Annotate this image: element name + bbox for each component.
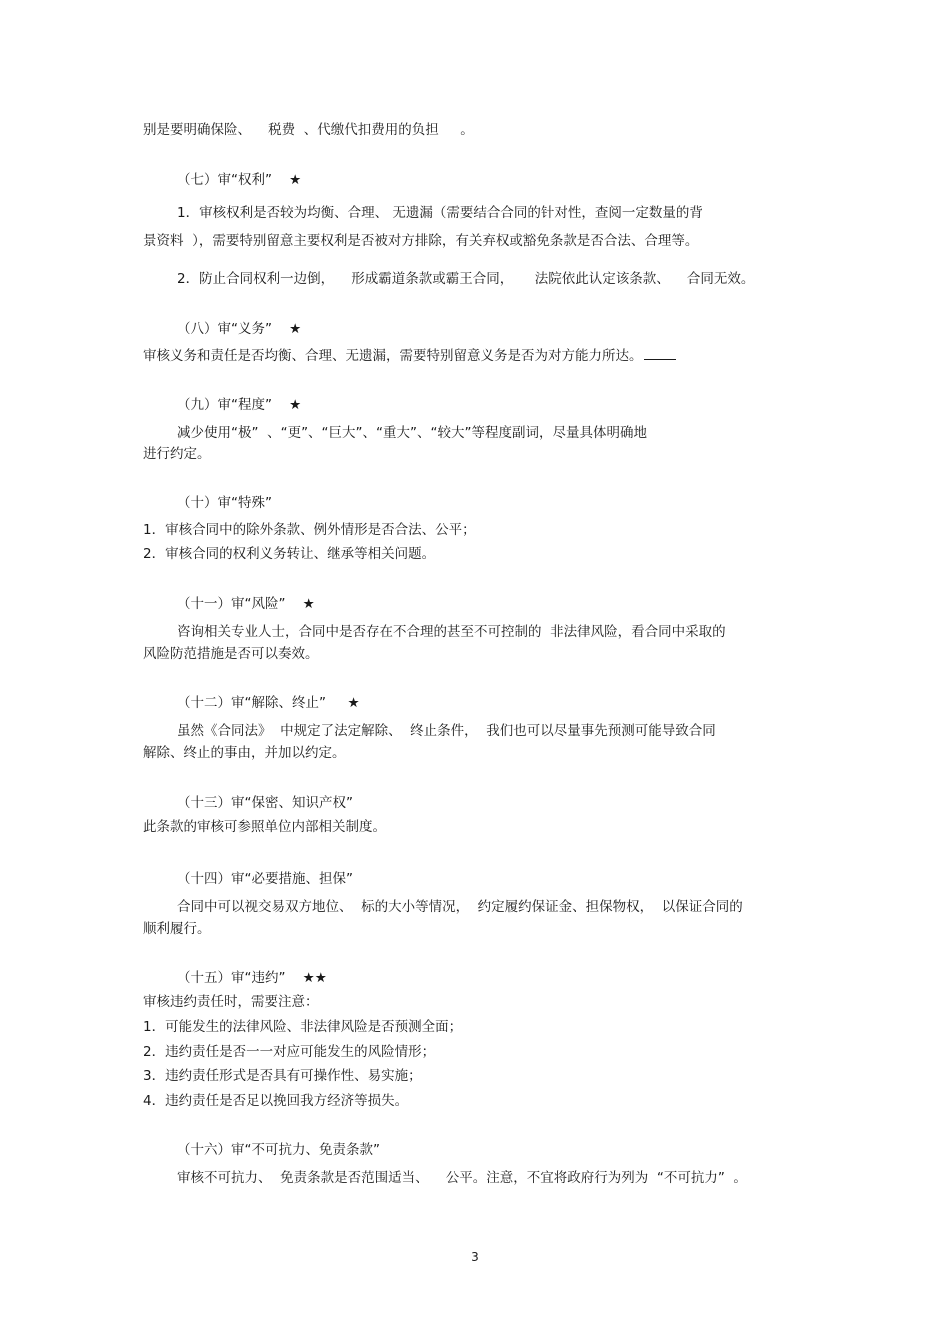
section-heading-special: （十）审“特殊” [177,495,272,511]
text-line: 1．审核权利是否较为均衡、合理、 无遗漏（需要结合合同的针对性，查阅一定数量的背 [177,205,703,221]
text-line: 1．审核合同中的除外条款、例外情形是否合法、公平； [143,522,476,538]
text-line: 2．审核合同的权利义务转让、继承等相关问题。 [143,546,436,562]
text-line: 减少使用“极” 、“更”、“巨大”、“重大”、“较大”等程度副词，尽量具体明确地 [177,425,648,441]
section-heading-termination: （十二）审“解除、终止” ★ [177,695,360,711]
text-line: 解除、终止的事由，并加以约定。 [143,745,346,761]
text-line: 审核违约责任时，需要注意： [143,994,319,1010]
text-line: 别是要明确保险、 税费 、代缴代扣费用的负担 。 [143,122,474,138]
text-line: 进行约定。 [143,446,211,462]
text-line: 1．可能发生的法律风险、非法律风险是否预测全面； [143,1019,463,1035]
text-line: 虽然《合同法》 中规定了法定解除、 终止条件， 我们也可以尽量事先预测可能导致合同 [177,723,716,739]
text-line: 审核不可抗力、 免责条款是否范围适当、 公平。注意，不宜将政府行为列为 “不可抗力” 。 [177,1170,747,1186]
section-heading-force-majeure: （十六）审“不可抗力、免责条款” [177,1142,380,1158]
text-line: 2．防止合同权利一边倒， 形成霸道条款或霸王合同， 法院依此认定该条款、 合同无效。 [177,271,755,287]
section-heading-rights: （七）审“权利” ★ [177,172,302,188]
section-heading-risk: （十一）审“风险” ★ [177,596,315,612]
text-line: 审核义务和责任是否均衡、合理、无遗漏，需要特别留意义务是否为对方能力所达。 [143,347,676,365]
section-heading-confidentiality: （十三）审“保密、知识产权” [177,795,353,811]
text-line: 景资料 ），需要特别留意主要权利是否被对方排除，有关弃权或豁免条款是否合法、合理等。 [143,233,699,249]
section-heading-guarantee: （十四）审“必要措施、担保” [177,871,353,887]
section-heading-breach: （十五）审“违约” ★★ [177,970,327,986]
text-line: 此条款的审核可参照单位内部相关制度。 [143,819,386,835]
section-heading-obligations: （八）审“义务” ★ [177,321,302,337]
text-line: 咨询相关专业人士，合同中是否存在不合理的甚至不可控制的 非法律风险，看合同中采取的 [177,624,726,640]
text-line: 风险防范措施是否可以奏效。 [143,646,319,662]
text-line: 2．违约责任是否一一对应可能发生的风险情形； [143,1044,436,1060]
page-number: 3 [471,1250,479,1264]
text-line: 合同中可以视交易双方地位、 标的大小等情况， 约定履约保证金、担保物权， 以保证合同的 [177,899,743,915]
section-heading-degree: （九）审“程度” ★ [177,397,302,413]
text-line: 4．违约责任是否足以挽回我方经济等损失。 [143,1093,409,1109]
text-line: 3．违约责任形式是否具有可操作性、易实施； [143,1068,422,1084]
text-line: 顺利履行。 [143,921,211,937]
